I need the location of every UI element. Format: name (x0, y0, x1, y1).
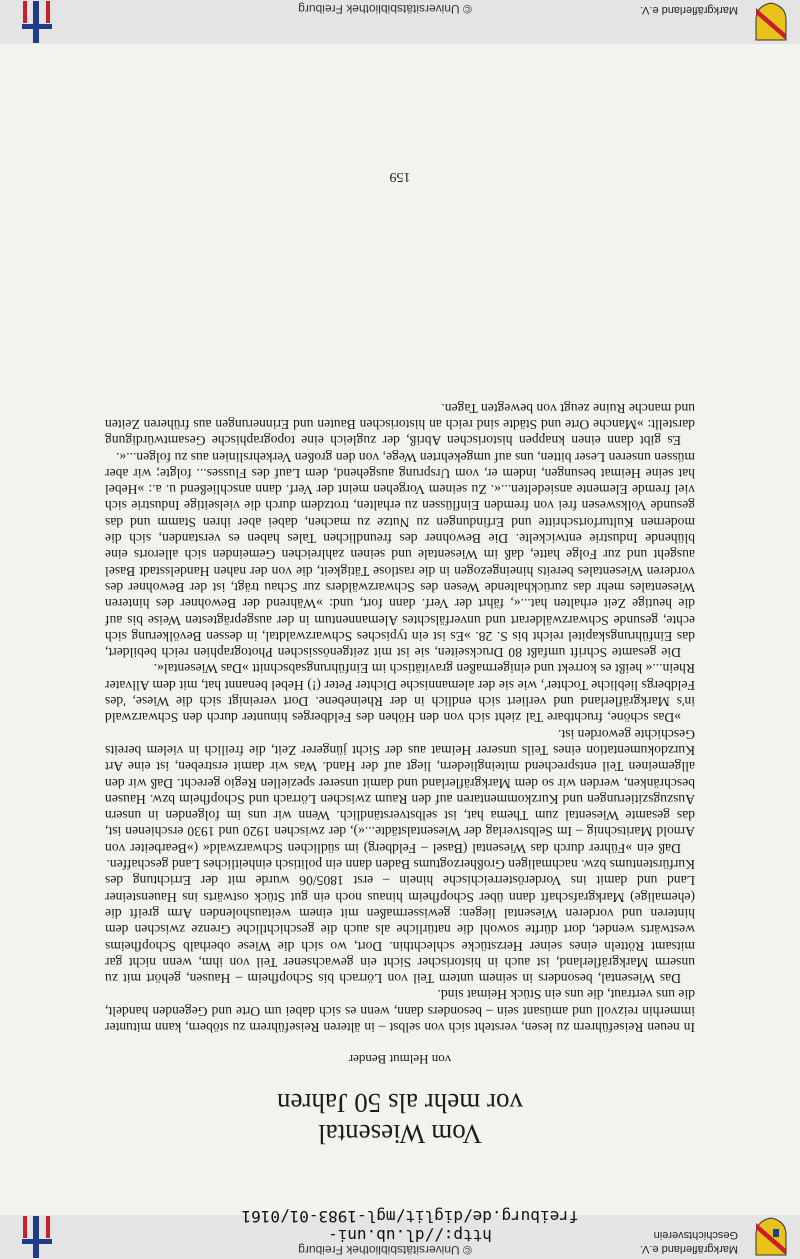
paragraph-2: Das Wiesental, besonders in seinem untern Teil von Lörrach bis Schopfheim – Hausen, gehört mit zu unserm Markgräflerland, ist auch in historischer Sicht ein gewachsener Teil von ihm, wenn nicht gar mitsamt Rötteln eines seiner Herzstücke schlechthin. Dort, wo sich die Wiese oberhalb Schopfheims westwärts wendet, dort dürfte sowohl die natürliche als auch die geschichtliche Grenze zwischen dem hinteren und vorderen Wiesental liegen: gewissermaßen mit einem weitausholenden Arm greift die (ehemalige) Markgrafschaft dann über Schopfheim hinaus noch ein gut Stück ostwärts ins Hauensteiner Land und damit ins Vorderösterreichische hinein – erst 1805/06 wurde mit der Errichtung des Kurfürstentums bzw. nachmaligen Großherzogtums Baden dann ein politisch einheitliches Land geschaffen. (105, 857, 695, 987)
article-title: Vom Wiesental (318, 1119, 482, 1149)
document-url[interactable]: http://dl.ub.uni-freiburg.de/diglit/mgl-1983-01/0161 (241, 1207, 579, 1245)
library-logo-icon-footer (16, 1, 58, 43)
article-author: von Helmut Bender (348, 1052, 452, 1067)
library-copyright-footer: © Universitätsbibliothek Freiburg (298, 2, 472, 16)
society-crest-icon-footer (754, 2, 788, 42)
society-name-footer: Markgräflerland e.V. (639, 4, 738, 16)
society-name-line-1: Markgräflerland e.V. (639, 1243, 738, 1255)
library-copyright: © Universitätsbibliothek Freiburg (298, 1243, 472, 1257)
viewer-footer-band (0, 0, 800, 44)
society-name-line-2: Geschichtsverein (653, 1229, 738, 1241)
paragraph-1: In neuen Reiseführern zu lesen, versteht sich von selbst – in älteren Reiseführern zu stöbern, kann mitunter immerhin reizvoll und amüsant sein – besonders dann, wenn es sich dabei um Orte und Gegenden handelt, die uns vertraut, die uns ein Stück Heimat sind. (105, 987, 695, 1035)
viewer-header-band (0, 1207, 800, 1259)
page-number: 159 (389, 169, 411, 184)
library-logo-icon (16, 1216, 58, 1258)
paragraph-5: Die gesamte Schrift umfaßt 80 Druckseiten, sie ist mit zeitgenössischen Photographien reich bebildert, das Einführungskapitel reicht bis S. 28. »Es ist ein typisches Schwarzwaldtal, in dessen Bevölkerung sich echte, gesunde Schwarzwälderart und unverfälschtes Alemannentum in der ausgeprägtesten Weise bis auf die heutige Zeit erhalten hat...«, fährt der Verf. dann fort, und: »Während der Bewohner des hinteren Wiesentales mehr das zurückhaltende Wesen des Schwarzwälders zur Schau trägt, ist der Bewohner des vorderen Wiesentales bereits hineingezogen in die rastlose Tätigkeit, die von der nahen Handelsstadt Basel ausgeht und zur Folge hatte, daß im Wiesentale und seinen zahlreichen Gemeinden sich allerorts eine blühende Industrie entwickelte. Die Bewohner des freundlichen Tales haben es verstanden, sich die modernen Kulturfortschritte und Erfindungen zu Nutze zu machen, dabei aber ihren Stamm und das gesunde Volkswesen frei von fremden Einflüssen zu erhalten, trotzdem durch die vielseitige Industrie sich viel fremde Elemente ansiedelten...«. Zu seinem Vorgehen meint der Verf. dann anschließend u. a.: »Hebel hat seine Heimat besungen, indem er, vom Ursprung ausgehend, dem Lauf des Flusses... folgte; wir aber müssen unseren Leser bitten, uns auf umgekehrten Wege, von den großen Verkehrslinien aus zu folgen...«. (105, 449, 695, 661)
article-subtitle: vor mehr als 50 Jahren (277, 1088, 523, 1118)
society-crest-icon (754, 1217, 788, 1257)
paragraph-6: Es gibt dann einen knappen historischen Abriß, der zugleich eine topographische Gesamtwürdigung darstellt: »Manche Orte und Städte sind reich an historischen Bauten und Erinnerungen aus früheren Zeiten und manche Ruine zeugt von bewegten Tagen. (105, 400, 695, 449)
article (105, 399, 695, 1149)
paragraph-3: Daß ein »Führer durch das Wiesental (Basel – Feldberg) im südlichen Schwarzwald« (»Bearbeiter von Arnold Maritschnig – Im Selbstverlag der Wiesentalstädte...«), der zwischen 1920 und 1930 erschienen ist, das gesamte Wiesental zum Thema hat, ist selbstverständlich. Wenn wir uns im folgenden in unsern Auszugszitierungen und Kurzkommentaren auf den Raum zwischen Lörrach und Schopfheim bzw. Hausen beschränken, werden wir so dem Markgräflerland und damit unserer speziellen Regio gerecht. Daß wir den allgemeinen Teil entsprechend miteingliedern, liegt auf der Hand. Was wir damit erstreben, ist eine Art Kurzdokumentation eines Teils unserer Heimat aus der Sicht jüngerer Zeit, die freilich in vielem bereits Geschichte geworden ist. (105, 726, 695, 856)
paragraph-4: »Das schöne, fruchtbare Tal zieht sich von den Höhen des Feldberges hinunter durch den Schwarzwald in's Markgräflerland und verliert sich endlich in der Rheinebene. Dort vereinigt sich die Wiese, 'des Feldbergs liebliche Tochter', wie sie der alemannische Dichter Peter (!) Hebel benannt hat, mit dem Allvater Rhein...« heißt es korrekt und einigermaßen gravitätisch im Einführungsabschnitt »Das Wiesental«. (105, 661, 695, 726)
